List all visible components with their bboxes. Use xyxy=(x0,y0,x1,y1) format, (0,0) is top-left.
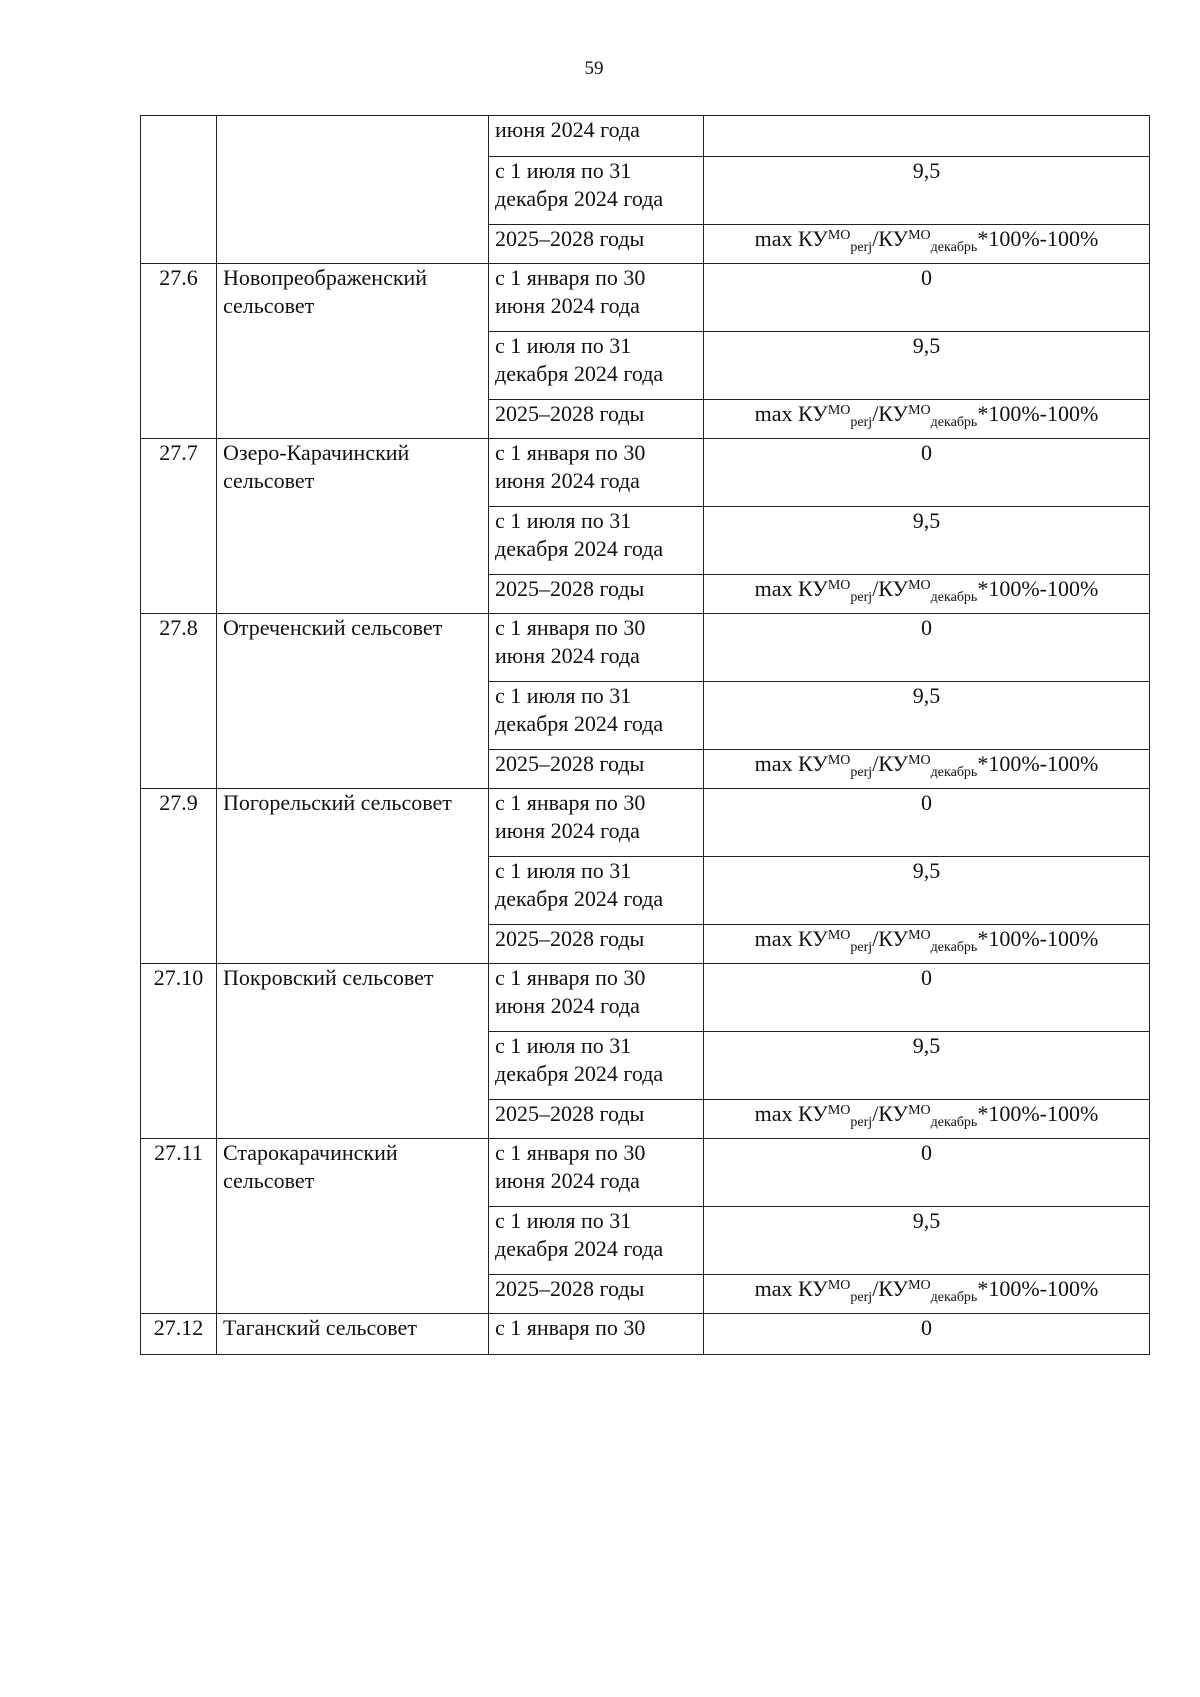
formula-sup1: МО xyxy=(827,1103,851,1118)
period-cell: с 1 января по 30 июня 2024 года xyxy=(489,614,704,682)
entry-number: 27.7 xyxy=(141,439,217,614)
period-cell: с 1 января по 30 июня 2024 года xyxy=(489,264,704,332)
formula-sub2: декабрь xyxy=(930,1115,978,1130)
formula-cell xyxy=(704,575,1150,614)
formula-slash: /КУ xyxy=(872,1276,909,1301)
formula-slash: /КУ xyxy=(872,576,909,601)
formula-sub1: perj xyxy=(850,590,873,605)
period-cell: 2025–2028 годы xyxy=(489,1100,704,1139)
period-cell: с 1 июля по 31 декабря 2024 года xyxy=(489,682,704,750)
period-cell: 2025–2028 годы xyxy=(489,400,704,439)
formula-prefix: max КУ xyxy=(754,576,828,601)
formula-slash: /КУ xyxy=(872,1101,909,1126)
entry-number: 27.6 xyxy=(141,264,217,439)
formula-slash: /КУ xyxy=(872,926,909,951)
formula-prefix: max КУ xyxy=(754,1276,828,1301)
value-cell: 9,5 xyxy=(704,1032,1150,1100)
value-cell: 0 xyxy=(704,964,1150,1032)
formula-sub2: декабрь xyxy=(930,1290,978,1305)
entry-number: 27.8 xyxy=(141,614,217,789)
formula-cell xyxy=(704,925,1150,964)
formula-sup2: МО xyxy=(908,753,931,768)
entry-number: 27.12 xyxy=(141,1314,217,1355)
value-cell xyxy=(704,116,1150,157)
value-cell: 9,5 xyxy=(704,157,1150,225)
period-cell: с 1 января по 30 июня 2024 года xyxy=(489,964,704,1032)
page-number: 59 xyxy=(584,58,604,79)
table-row xyxy=(141,964,1150,1032)
formula-sub2: декабрь xyxy=(930,240,978,255)
formula-sup1: МО xyxy=(827,753,851,768)
period-cell: июня 2024 года xyxy=(489,116,704,157)
formula-prefix: max КУ xyxy=(754,226,828,251)
entry-name: Погорельский сельсовет xyxy=(217,789,489,964)
formula-sup2: МО xyxy=(908,578,931,593)
period-cell: с 1 июля по 31 декабря 2024 года xyxy=(489,857,704,925)
entry-number: 27.10 xyxy=(141,964,217,1139)
formula-slash: /КУ xyxy=(872,226,909,251)
period-cell: с 1 января по 30 июня 2024 года xyxy=(489,1139,704,1207)
formula-cell xyxy=(704,400,1150,439)
formula-slash: /КУ xyxy=(872,401,909,426)
formula-sub1: perj xyxy=(850,1290,873,1305)
formula-sub1: perj xyxy=(850,765,873,780)
formula-sub1: perj xyxy=(850,1115,873,1130)
formula-sup1: МО xyxy=(827,928,851,943)
formula-suffix: *100%-100% xyxy=(977,1101,1099,1126)
formula-sub2: декабрь xyxy=(930,590,978,605)
value-cell: 0 xyxy=(704,1139,1150,1207)
table-row xyxy=(141,116,1150,157)
formula-cell xyxy=(704,225,1150,264)
period-cell: с 1 июля по 31 декабря 2024 года xyxy=(489,157,704,225)
period-cell: с 1 июля по 31 декабря 2024 года xyxy=(489,332,704,400)
formula-sub2: декабрь xyxy=(930,940,978,955)
formula-prefix: max КУ xyxy=(754,926,828,951)
value-cell: 0 xyxy=(704,439,1150,507)
formula-suffix: *100%-100% xyxy=(977,926,1099,951)
period-cell: 2025–2028 годы xyxy=(489,225,704,264)
period-cell: 2025–2028 годы xyxy=(489,575,704,614)
formula-sub1: perj xyxy=(850,940,873,955)
value-cell: 9,5 xyxy=(704,682,1150,750)
value-cell: 0 xyxy=(704,614,1150,682)
formula-cell xyxy=(704,750,1150,789)
period-cell: 2025–2028 годы xyxy=(489,750,704,789)
entry-name: Таганский сельсовет xyxy=(217,1314,489,1355)
formula-suffix: *100%-100% xyxy=(977,576,1099,601)
formula-prefix: max КУ xyxy=(754,751,828,776)
formula-suffix: *100%-100% xyxy=(977,751,1099,776)
table-row xyxy=(141,789,1150,857)
period-cell: с 1 января по 30 xyxy=(489,1314,704,1355)
formula-prefix: max КУ xyxy=(754,1101,828,1126)
period-cell: 2025–2028 годы xyxy=(489,925,704,964)
formula-sub2: декабрь xyxy=(930,415,978,430)
table-row xyxy=(141,439,1150,507)
entry-name: Покровский сельсовет xyxy=(217,964,489,1139)
value-cell: 9,5 xyxy=(704,1207,1150,1275)
rates-table xyxy=(140,115,1150,1355)
period-cell: с 1 января по 30 июня 2024 года xyxy=(489,789,704,857)
entry-name: Отреченский сельсовет xyxy=(217,614,489,789)
period-cell: с 1 января по 30 июня 2024 года xyxy=(489,439,704,507)
entry-name: Озеро-Карачинский сельсовет xyxy=(217,439,489,614)
value-cell: 9,5 xyxy=(704,507,1150,575)
formula-sup2: МО xyxy=(908,928,931,943)
formula-sup2: МО xyxy=(908,1103,931,1118)
value-cell: 0 xyxy=(704,264,1150,332)
num-cell xyxy=(141,116,217,264)
period-cell: с 1 июля по 31 декабря 2024 года xyxy=(489,1207,704,1275)
period-cell: с 1 июля по 31 декабря 2024 года xyxy=(489,1032,704,1100)
value-cell: 0 xyxy=(704,789,1150,857)
entry-number: 27.9 xyxy=(141,789,217,964)
formula-suffix: *100%-100% xyxy=(977,401,1099,426)
formula-sub1: perj xyxy=(850,415,873,430)
value-cell: 9,5 xyxy=(704,857,1150,925)
formula-sup2: МО xyxy=(908,1278,931,1293)
table-row xyxy=(141,1314,1150,1355)
value-cell: 9,5 xyxy=(704,332,1150,400)
formula-sup1: МО xyxy=(827,578,851,593)
formula-prefix: max КУ xyxy=(754,401,828,426)
entry-name: Новопреображенский сельсовет xyxy=(217,264,489,439)
entry-name: Старокарачинский сельсовет xyxy=(217,1139,489,1314)
table-row xyxy=(141,264,1150,332)
formula-sub1: perj xyxy=(850,240,873,255)
formula-suffix: *100%-100% xyxy=(977,1276,1099,1301)
formula-sup1: МО xyxy=(827,1278,851,1293)
value-cell: 0 xyxy=(704,1314,1150,1355)
formula-sup1: МО xyxy=(827,228,851,243)
formula-cell xyxy=(704,1100,1150,1139)
formula-cell xyxy=(704,1275,1150,1314)
formula-slash: /КУ xyxy=(872,751,909,776)
name-cell xyxy=(217,116,489,264)
formula-sup1: МО xyxy=(827,403,851,418)
table-row xyxy=(141,614,1150,682)
formula-suffix: *100%-100% xyxy=(977,226,1099,251)
period-cell: 2025–2028 годы xyxy=(489,1275,704,1314)
period-cell: с 1 июля по 31 декабря 2024 года xyxy=(489,507,704,575)
table-row xyxy=(141,1139,1150,1207)
formula-sup2: МО xyxy=(908,403,931,418)
formula-sup2: МО xyxy=(908,228,931,243)
entry-number: 27.11 xyxy=(141,1139,217,1314)
formula-sub2: декабрь xyxy=(930,765,978,780)
